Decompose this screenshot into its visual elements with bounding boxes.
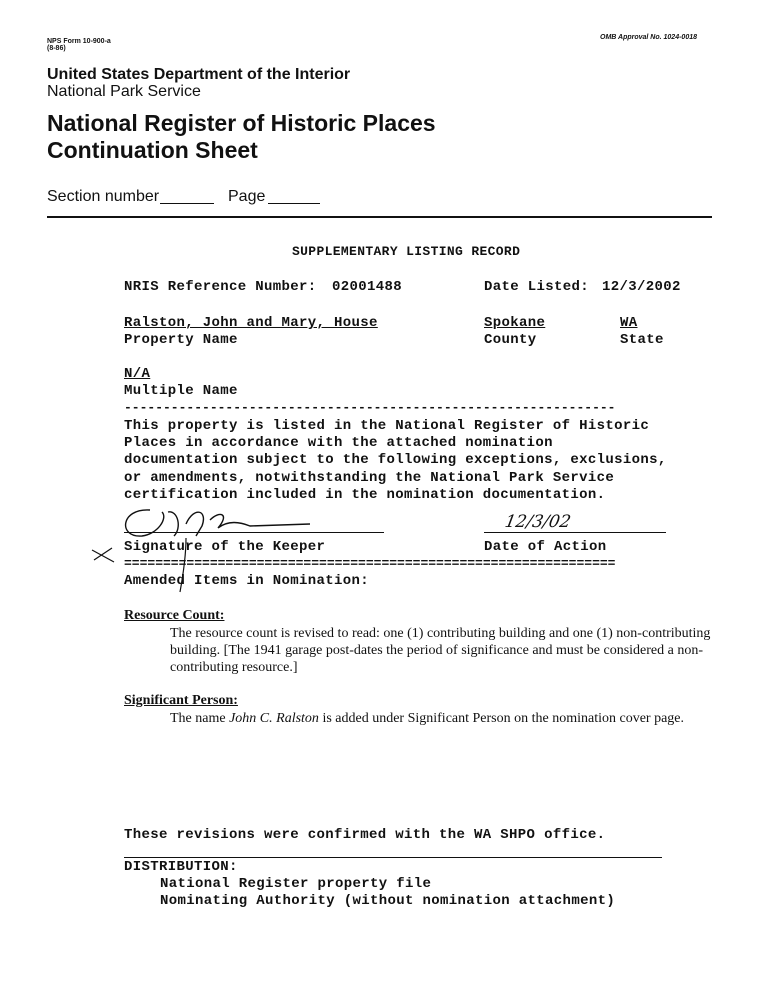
form-number: NPS Form 10-900-a	[47, 38, 111, 45]
form-title: National Register of Historic Places	[47, 110, 436, 136]
resource-count-line-2: building. [The 1941 garage post-dates the period of significance and must be considered a non-	[170, 643, 704, 658]
nris-value: 02001488	[332, 279, 403, 295]
department-name: United States Department of the Interior	[47, 66, 351, 83]
signature-line	[124, 532, 384, 533]
form-subtitle: Continuation Sheet	[47, 137, 258, 163]
state-label: State	[620, 332, 664, 348]
date-of-action-label: Date of Action	[484, 539, 607, 555]
page-label: Page	[228, 188, 266, 205]
county-label: County	[484, 332, 537, 348]
agency-name: National Park Service	[47, 83, 201, 100]
statement-line-5: certification included in the nomination documentation.	[124, 487, 606, 503]
significant-person-heading: Significant Person:	[124, 693, 238, 708]
property-name-label: Property Name	[124, 332, 238, 348]
significant-person-text	[170, 710, 684, 727]
nris-label: NRIS Reference Number:	[124, 279, 317, 295]
statement-line-4: or amendments, notwithstanding the National Park Service	[124, 470, 615, 486]
page-blank	[268, 203, 320, 204]
multiple-name-label: Multiple Name	[124, 383, 238, 399]
property-name: Ralston, John and Mary, House	[124, 315, 378, 331]
dash-separator: ---------------------------------------------------------------	[124, 400, 616, 415]
section-number-blank	[160, 203, 214, 204]
distribution-label: DISTRIBUTION:	[124, 859, 238, 875]
date-of-action-handwritten: 12/3/02	[503, 512, 573, 532]
distribution-rule	[124, 857, 662, 858]
resource-count-line-1: The resource count is revised to read: one (1) contributing building and one (1) non-contributing	[170, 626, 711, 641]
state-value: WA	[620, 315, 638, 331]
county-value: Spokane	[484, 315, 546, 331]
omb-approval: OMB Approval No. 1024-0018	[600, 34, 697, 41]
confirmation-note: These revisions were confirmed with the WA SHPO office.	[124, 827, 606, 843]
amended-items-label: Amended Items in Nomination:	[124, 573, 370, 589]
statement-line-3: documentation subject to the following exceptions, exclusions,	[124, 452, 667, 468]
resource-count-line-3: contributing resource.]	[170, 660, 298, 675]
header-rule	[47, 216, 712, 218]
statement-line-1: This property is listed in the National Register of Historic	[124, 418, 650, 434]
section-number-label: Section number	[47, 188, 160, 205]
distribution-item: Nominating Authority (without nomination attachment)	[160, 893, 616, 909]
statement-line-2: Places in accordance with the attached nomination	[124, 435, 553, 451]
significant-person-name: John C. Ralston	[229, 711, 319, 726]
multiple-name-value: N/A	[124, 366, 151, 382]
equals-separator: ===============================================================	[124, 556, 616, 571]
resource-count-heading: Resource Count:	[124, 608, 225, 623]
form-date: (8-86)	[47, 45, 66, 52]
signature-label: Signature of the Keeper	[124, 539, 326, 555]
significant-person-prefix: The name	[170, 711, 230, 726]
date-listed-value: 12/3/2002	[602, 279, 681, 295]
date-listed-label: Date Listed:	[484, 279, 590, 295]
record-heading: SUPPLEMENTARY LISTING RECORD	[292, 244, 521, 259]
significant-person-suffix: is added under Significant Person on the nomination cover page.	[318, 711, 685, 726]
date-of-action-line	[484, 532, 666, 533]
distribution-item: National Register property file	[160, 876, 432, 892]
